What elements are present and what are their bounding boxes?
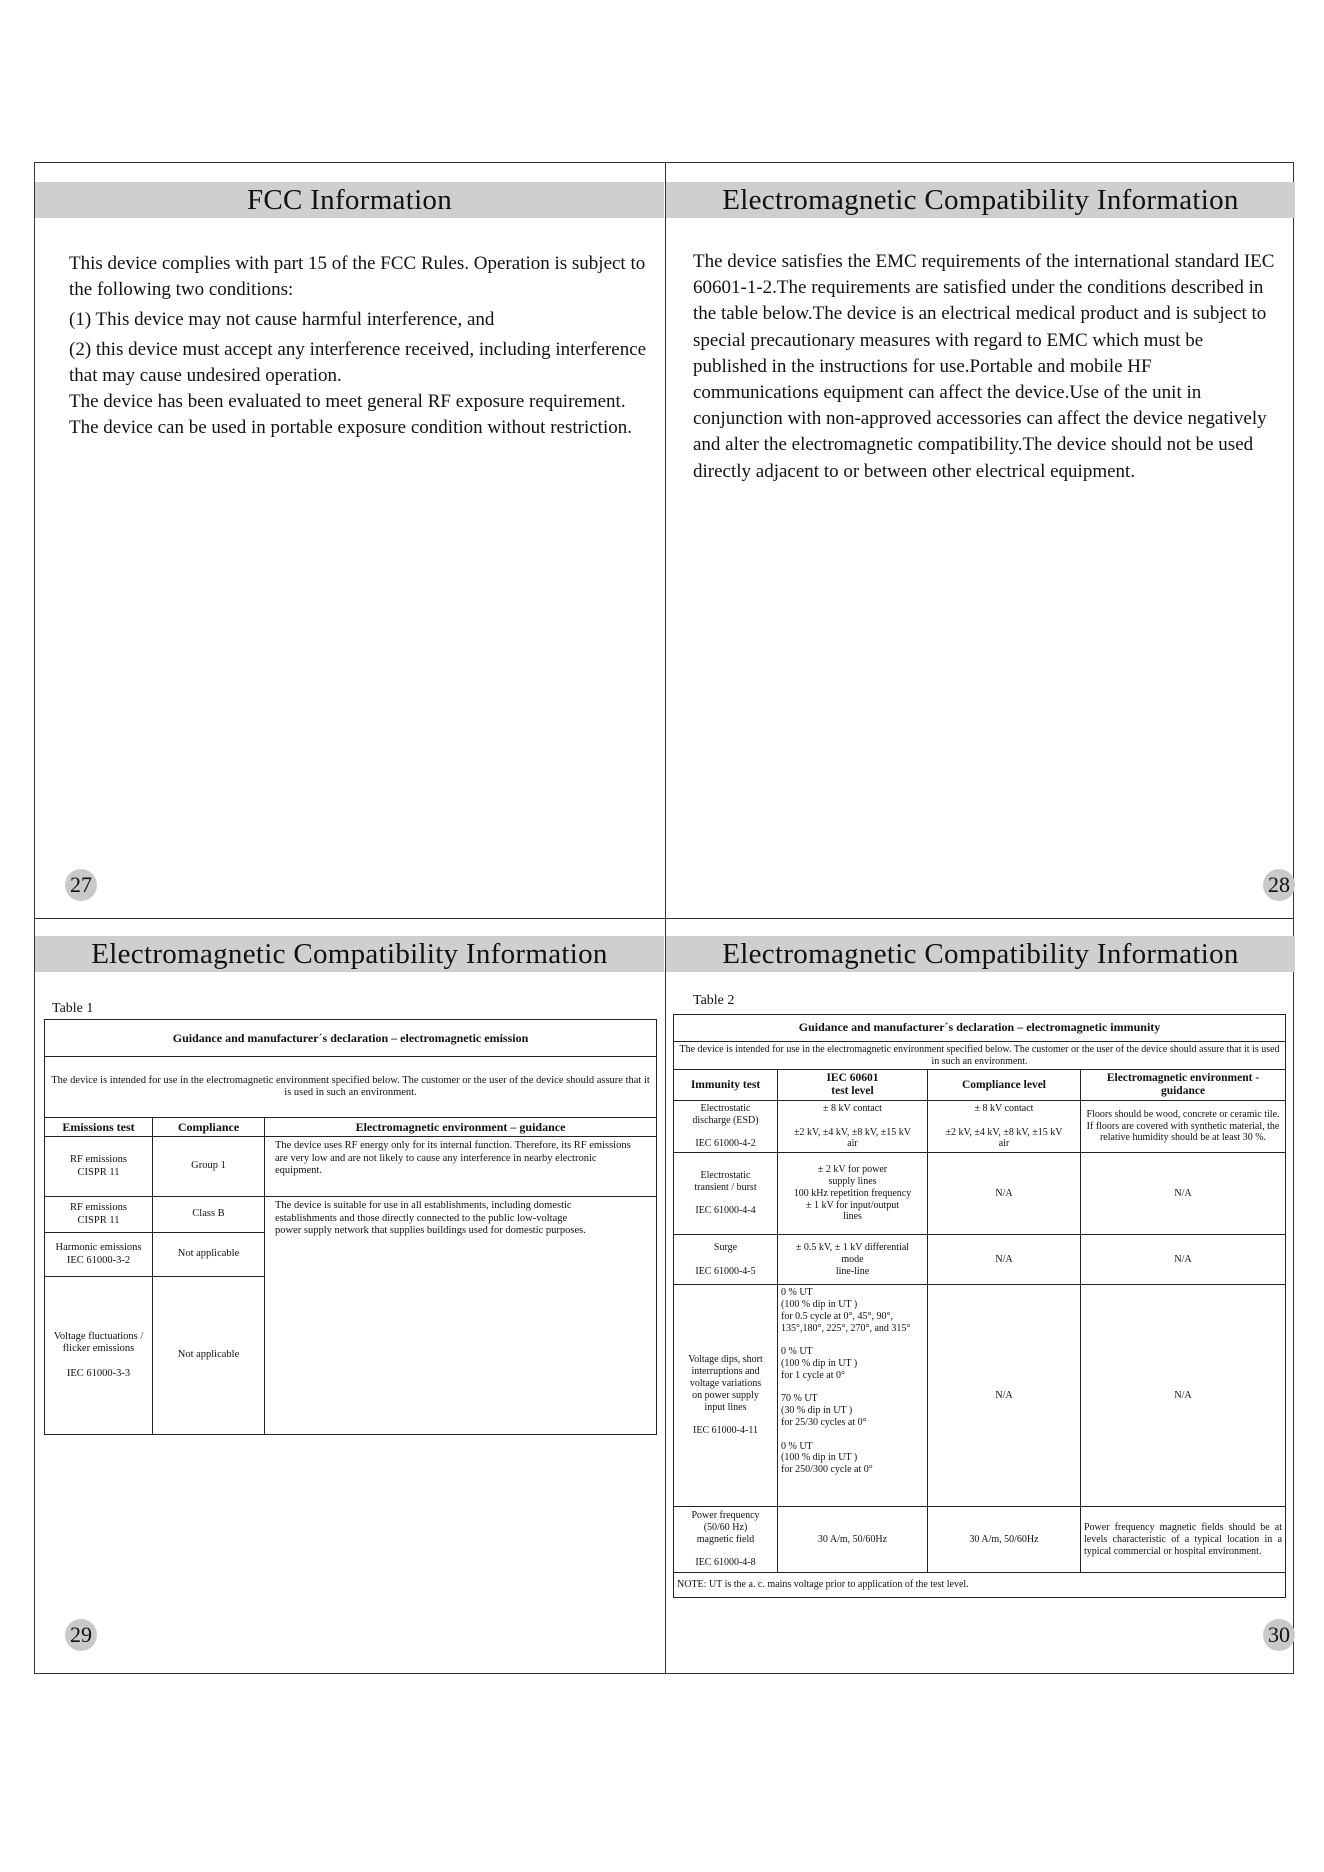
table-label: Table 1 <box>52 1001 94 1016</box>
table-cell: N/A <box>928 1235 1081 1285</box>
page-29 <box>35 919 664 1674</box>
emission-table <box>44 1019 657 1435</box>
fcc-body <box>69 251 649 441</box>
column-header: Electromagnetic environment – guidance <box>265 1118 657 1137</box>
table-cell: Power frequency magnetic fields should be at levels characteristic of a typical location in a typical commercial or hospital environment. <box>1081 1507 1286 1573</box>
table-cell: Voltage fluctuations / flicker emissions IEC 61000-3-3 <box>45 1277 153 1435</box>
page-title: FCC Information <box>35 182 664 218</box>
page-27 <box>35 163 664 918</box>
manual-sheet <box>34 162 1294 1674</box>
column-header: Immunity test <box>674 1070 778 1101</box>
table-intro: The device is intended for use in the electromagnetic environment specified below. The customer or the user of the device should assure that it is used in such an environment. <box>45 1057 657 1118</box>
page-number: 29 <box>65 1619 97 1651</box>
immunity-table <box>673 1014 1286 1598</box>
page-number: 27 <box>65 869 97 901</box>
table-cell: Power frequency (50/60 Hz) magnetic field IEC 61000-4-8 <box>674 1507 778 1573</box>
table-cell: ± 0.5 kV, ± 1 kV differential mode line-line <box>778 1235 928 1285</box>
table-caption: Guidance and manufacturer´s declaration – electromagnetic immunity <box>674 1015 1286 1042</box>
paragraph: (1) This device may not cause harmful interference, and <box>69 309 495 330</box>
page-title: Electromagnetic Compatibility Information <box>35 936 664 972</box>
column-header: IEC 60601 test level <box>778 1070 928 1101</box>
table-cell: Floors should be wood, concrete or ceramic tile. If floors are covered with synthetic material, the relative humidity should be at least 30 %. <box>1081 1101 1286 1153</box>
paragraph: (2) this device must accept any interference received, including interference that may cause undesired operation. <box>69 339 647 386</box>
table-intro: The device is intended for use in the electromagnetic environment specified below. The customer or the user of the device should assure that it is used in such an environment. <box>674 1042 1286 1070</box>
table-label: Table 2 <box>693 993 735 1008</box>
paragraph: The device satisfies the EMC requirements of the international standard IEC 60601-1-2.The requirements are satisfied under the conditions described in the table below.The device is an electrical medical product and is subject to special precautionary measures with regard to EMC which must be published in the instructions for use.Portable and mobile HF communications equipment can affect the device.Use of the unit in conjunction with non-approved accessories can affect the device negatively and alter the electromagnetic compatibility.The device should not be used directly adjacent to or between other electrical equipment. <box>693 251 1275 482</box>
column-header: Compliance level <box>928 1070 1081 1101</box>
table-cell: Harmonic emissions IEC 61000-3-2 <box>45 1233 153 1277</box>
column-header: Emissions test <box>45 1118 153 1137</box>
table-cell: 30 A/m, 50/60Hz <box>928 1507 1081 1573</box>
table-note: NOTE: UT is the a. c. mains voltage prior to application of the test level. <box>674 1573 1286 1598</box>
table-cell: The device uses RF energy only for its internal function. Therefore, its RF emissions are very low and are not likely to cause any interference in nearby electronic equipment. <box>265 1137 657 1197</box>
table-cell: Not applicable <box>153 1233 265 1277</box>
page-number: 28 <box>1263 869 1295 901</box>
table-cell: Electrostatic discharge (ESD) IEC 61000-4-2 <box>674 1101 778 1153</box>
table-cell: Not applicable <box>153 1277 265 1435</box>
table-cell: ± 8 kV contact ±2 kV, ±4 kV, ±8 kV, ±15 kV air <box>778 1101 928 1153</box>
table-cell: N/A <box>1081 1285 1286 1507</box>
table-cell: Surge IEC 61000-4-5 <box>674 1235 778 1285</box>
table-cell: Group 1 <box>153 1137 265 1197</box>
table-cell: Voltage dips, short interruptions and voltage variations on power supply input lines IEC 61000-4-11 <box>674 1285 778 1507</box>
paragraph: This device complies with part 15 of the FCC Rules. Operation is subject to the following two conditions: <box>69 253 646 300</box>
table-caption: Guidance and manufacturer´s declaration – electromagnetic emission <box>45 1020 657 1057</box>
table-cell: N/A <box>928 1285 1081 1507</box>
table-cell: 30 A/m, 50/60Hz <box>778 1507 928 1573</box>
emc-body <box>693 249 1278 485</box>
page-28 <box>666 163 1295 918</box>
table-cell: The device is suitable for use in all establishments, including domestic establishments and those directly connected to the public low-voltage power supply network that supplies buildings used for domestic purposes. <box>265 1197 657 1435</box>
table-cell: Class B <box>153 1197 265 1233</box>
table-cell: N/A <box>1081 1153 1286 1235</box>
table-cell: RF emissions CISPR 11 <box>45 1197 153 1233</box>
table-cell: Electrostatic transient / burst IEC 61000-4-4 <box>674 1153 778 1235</box>
table-cell: ± 8 kV contact ±2 kV, ±4 kV, ±8 kV, ±15 kV air <box>928 1101 1081 1153</box>
page-title: Electromagnetic Compatibility Information <box>666 182 1295 218</box>
column-header: Electromagnetic environment - guidance <box>1081 1070 1286 1101</box>
table-cell: N/A <box>928 1153 1081 1235</box>
table-cell: N/A <box>1081 1235 1286 1285</box>
page-number: 30 <box>1263 1619 1295 1651</box>
page-30 <box>666 919 1295 1674</box>
paragraph: The device has been evaluated to meet general RF exposure requirement. The device can be used in portable exposure condition without restriction. <box>69 391 632 438</box>
table-cell: ± 2 kV for power supply lines 100 kHz repetition frequency ± 1 kV for input/output lines <box>778 1153 928 1235</box>
column-header: Compliance <box>153 1118 265 1137</box>
table-cell: RF emissions CISPR 11 <box>45 1137 153 1197</box>
page-title: Electromagnetic Compatibility Information <box>666 936 1295 972</box>
table-cell: 0 % UT (100 % dip in UT ) for 0.5 cycle at 0°, 45°, 90°, 135°,180°, 225°, 270°, and 315° 0 % UT (100 % dip in UT ) for 1 cycle at 0° 70 % UT (30 % dip in UT ) for 25/30 cycles at 0° 0 % UT (100 % dip in UT ) for 250/300 cycle at 0° <box>778 1285 928 1507</box>
